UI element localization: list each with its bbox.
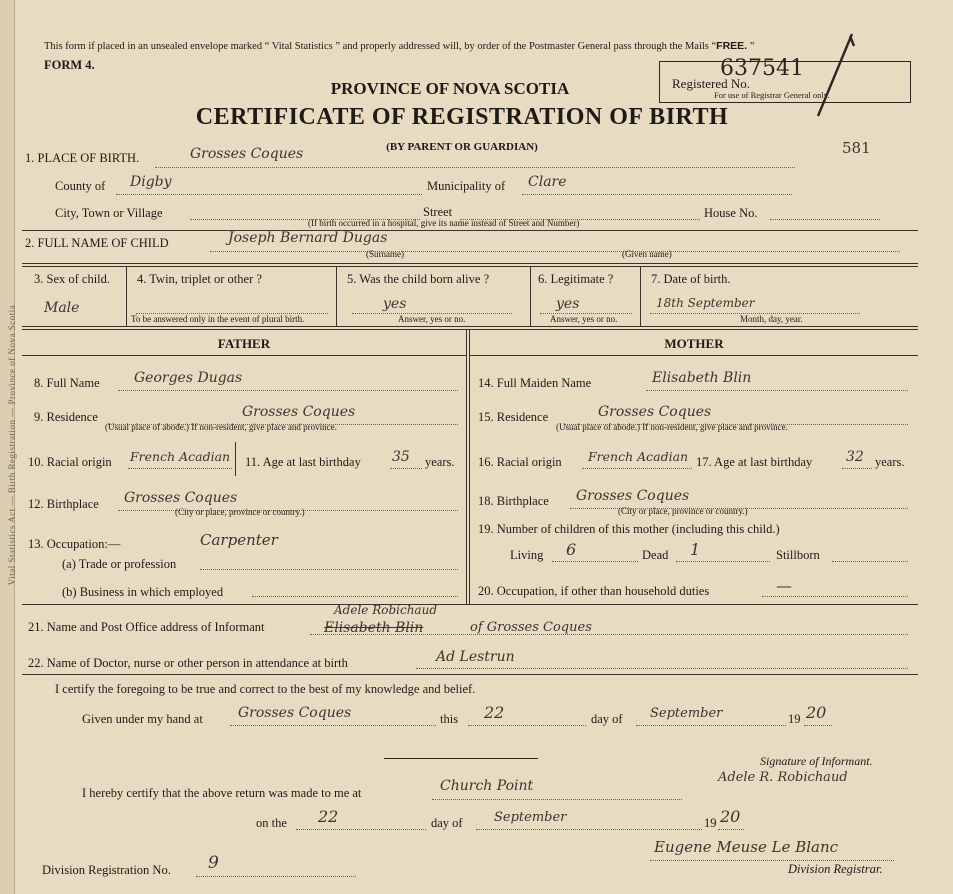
return-day-of-label: day of: [431, 816, 463, 830]
city-label: City, Town or Village: [55, 206, 163, 220]
informant-name: Adele Robichaud: [334, 603, 437, 617]
father-residence-note: (Usual place of abode.) If non-resident, give place and province.: [105, 422, 337, 432]
father-birthplace-note: (City or place, province or country.): [175, 507, 305, 517]
legitimate-label: 6. Legitimate ?: [538, 272, 614, 286]
certificate-title: CERTIFICATE OF REGISTRATION OF BIRTH: [195, 104, 729, 130]
father-name-value: Georges Dugas: [134, 370, 243, 386]
surname-note: (Surname): [366, 249, 404, 259]
informant-address: of Grosses Coques: [470, 620, 592, 635]
given-year-value: 20: [806, 703, 827, 722]
father-race-value: French Acadian: [130, 449, 231, 464]
notice-close: ”: [747, 41, 755, 52]
notice-text: This form if placed in an unsealed envelope marked “ Vital Statistics ” and properly addressed will, by order of the Postmaster General pass through the Mails “: [44, 41, 717, 52]
father-birthplace-value: Grosses Coques: [124, 490, 238, 506]
county-value: Digby: [130, 174, 172, 190]
given-under-label: Given under my hand at: [82, 712, 203, 726]
date-of-birth-note: Month, day, year.: [740, 314, 803, 324]
municipality-value: Clare: [528, 174, 567, 190]
municipality-label: Municipality of: [427, 179, 506, 193]
given-place-value: Grosses Coques: [238, 705, 352, 721]
mother-residence-note: (Usual place of abode.) If non-resident, give place and province.: [556, 422, 788, 432]
attendant-value: Ad Lestrun: [436, 649, 515, 665]
informant-crossed-name: Elisabeth Blin: [324, 620, 424, 636]
sex-label: 3. Sex of child.: [34, 272, 111, 286]
certify-text: I certify the foregoing to be true and correct to the best of my knowledge and belief.: [55, 682, 476, 696]
father-birthplace-label: 12. Birthplace: [28, 497, 99, 511]
mother-name-value: Elisabeth Blin: [652, 370, 752, 386]
legitimate-note: Answer, yes or no.: [550, 314, 618, 324]
legitimate-value: yes: [556, 296, 580, 312]
father-age-label: 11. Age at last birthday: [245, 455, 361, 469]
place-of-birth-label: 1. PLACE OF BIRTH.: [25, 151, 140, 165]
mother-birthplace-label: 18. Birthplace: [478, 494, 549, 508]
mother-occupation-value: —: [776, 576, 792, 595]
born-alive-note: Answer, yes or no.: [398, 314, 466, 324]
division-registration-value: 9: [208, 853, 219, 873]
father-occupation-value: Carpenter: [200, 531, 278, 549]
notice-free: FREE.: [716, 40, 748, 52]
mother-years-label: years.: [875, 455, 905, 469]
mother-residence-label: 15. Residence: [478, 410, 549, 424]
dead-value: 1: [690, 540, 701, 559]
street-label: Street: [423, 205, 453, 219]
twin-label: 4. Twin, triplet or other ?: [137, 272, 262, 286]
attendant-label: 22. Name of Doctor, nurse or other person in attendance at birth: [28, 656, 348, 670]
registered-number: 637541: [720, 56, 804, 81]
mother-race-value: French Acadian: [588, 449, 689, 464]
father-age-value: 35: [392, 449, 410, 465]
date-of-birth-value: 18th September: [656, 296, 755, 310]
form-number: FORM 4.: [44, 58, 95, 72]
mother-birthplace-note: (City or place, province or country.): [618, 506, 748, 516]
mother-residence-value: Grosses Coques: [598, 404, 712, 420]
return-text: I hereby certify that the above return was made to me at: [82, 786, 362, 800]
mother-race-label: 16. Racial origin: [478, 455, 562, 469]
father-years-label: years.: [425, 455, 455, 469]
margin-text: Vital Statistics Act — Birth Registration — Province of Nova Scotia: [7, 304, 17, 586]
given-day-value: 22: [484, 703, 505, 722]
registered-note: For use of Registrar General only.: [714, 90, 830, 100]
registered-label: Registered No.: [672, 76, 750, 91]
registrar-signature-label: Division Registrar.: [788, 862, 883, 876]
given-name-note: (Given name): [622, 249, 672, 259]
division-registration-label: Division Registration No.: [42, 863, 171, 877]
father-name-label: 8. Full Name: [34, 376, 100, 390]
county-label: County of: [55, 179, 106, 193]
mother-age-label: 17. Age at last birthday: [696, 455, 813, 469]
province-heading: PROVINCE OF NOVA SCOTIA: [330, 79, 570, 98]
return-year-value: 20: [720, 807, 741, 826]
house-no-label: House No.: [704, 206, 758, 220]
child-name-value: Joseph Bernard Dugas: [228, 230, 388, 246]
mother-name-label: 14. Full Maiden Name: [478, 376, 592, 390]
return-day-value: 22: [318, 807, 339, 826]
given-year-prefix: 19: [788, 712, 801, 726]
business-label: (b) Business in which employed: [62, 585, 224, 599]
sex-value: Male: [44, 300, 80, 316]
binding-edge: [0, 0, 15, 894]
informant-signature-label: Signature of Informant.: [760, 754, 873, 768]
return-place-value: Church Point: [440, 778, 534, 794]
mother-age-value: 32: [846, 449, 864, 465]
trade-label: (a) Trade or profession: [62, 557, 177, 571]
return-year-prefix: 19: [704, 816, 717, 830]
mother-heading: MOTHER: [664, 336, 724, 351]
given-this-label: this: [440, 712, 459, 726]
mother-birthplace-value: Grosses Coques: [576, 488, 690, 504]
informant-signature: Adele R. Robichaud: [718, 770, 848, 785]
hospital-note: (If birth occurred in a hospital, give its name instead of Street and Number): [308, 218, 580, 228]
living-value: 6: [566, 540, 577, 559]
postal-notice: [44, 40, 754, 52]
return-on-label: on the: [256, 816, 287, 830]
father-heading: FATHER: [217, 336, 271, 351]
living-label: Living: [510, 548, 544, 562]
child-name-label: 2. FULL NAME OF CHILD: [25, 236, 169, 250]
registrar-signature: Eugene Meuse Le Blanc: [654, 838, 839, 856]
children-label: 19. Number of children of this mother (including this child.): [478, 522, 780, 536]
mother-occupation-label: 20. Occupation, if other than household duties: [478, 584, 710, 598]
father-race-label: 10. Racial origin: [28, 455, 112, 469]
given-month-value: September: [650, 706, 723, 721]
stillborn-label: Stillborn: [776, 548, 820, 562]
father-occupation-label: 13. Occupation:—: [28, 537, 121, 551]
father-residence-label: 9. Residence: [34, 410, 98, 424]
corner-number: 581: [842, 139, 871, 157]
born-alive-label: 5. Was the child born alive ?: [347, 272, 490, 286]
certificate-subtitle: (BY PARENT OR GUARDIAN): [386, 141, 538, 153]
dead-label: Dead: [642, 548, 669, 562]
born-alive-value: yes: [383, 296, 407, 312]
informant-label: 21. Name and Post Office address of Informant: [28, 620, 265, 634]
return-month-value: September: [494, 810, 567, 825]
twin-note: To be answered only in the event of plural birth.: [131, 314, 305, 324]
given-day-of-label: day of: [591, 712, 623, 726]
father-residence-value: Grosses Coques: [242, 404, 356, 420]
date-of-birth-label: 7. Date of birth.: [651, 272, 731, 286]
place-of-birth-value: Grosses Coques: [190, 146, 304, 162]
